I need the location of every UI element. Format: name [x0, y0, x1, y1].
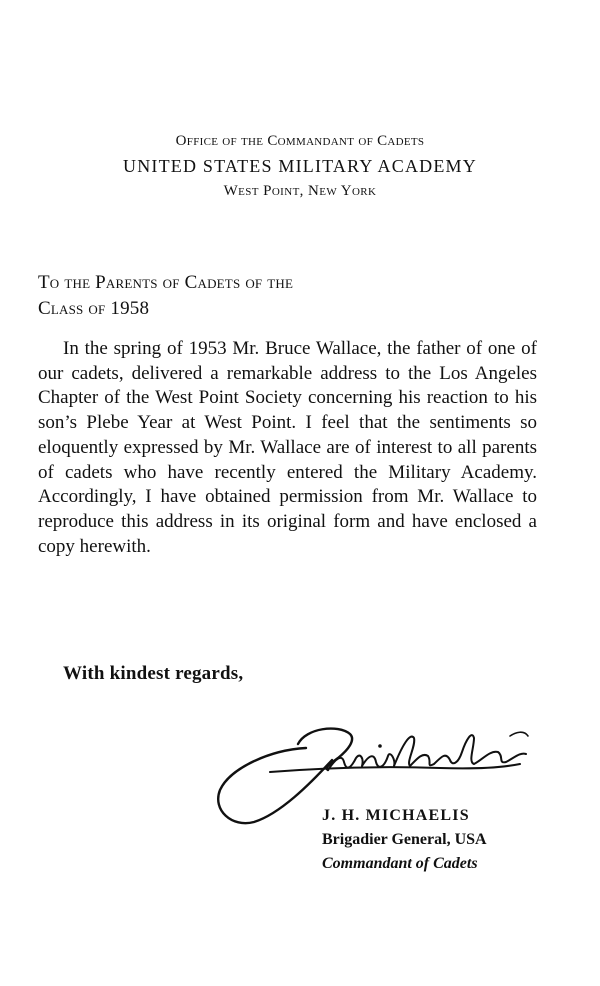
letterhead-office: Office of the Commandant of Cadets: [175, 133, 425, 149]
signature-block: [322, 804, 487, 876]
salutation-line-1: To the Parents of Cadets of the: [38, 272, 294, 293]
salutation: [38, 270, 293, 322]
letterhead-location: West Point, New York: [223, 183, 377, 199]
signer-rank: Brigadier General, USA: [322, 831, 487, 848]
letterhead: [0, 134, 600, 199]
salutation-line-2: Class of 1958: [38, 298, 150, 319]
letterhead-academy: UNITED STATES MILITARY ACADEMY: [123, 156, 477, 176]
signer-name: J. H. MICHAELIS: [322, 807, 470, 824]
letter-body: In the spring of 1953 Mr. Bruce Wallace, the father of one of our cadets, delivered a remarkable address to the Los Angeles Chapter of the West Point Society concerning his reaction to his son’s Plebe Year at West Point. I feel that the sentiments so eloquently expressed by Mr. Wallace are of interest to all parents of cadets who have recently entered the Military Academy. Accordingly, I have obtained permission from Mr. Wallace to reproduce this address in its original form and have enclosed a copy herewith.: [38, 338, 537, 557]
signer-title: Commandant of Cadets: [322, 855, 478, 872]
closing: With kindest regards,: [63, 663, 244, 684]
